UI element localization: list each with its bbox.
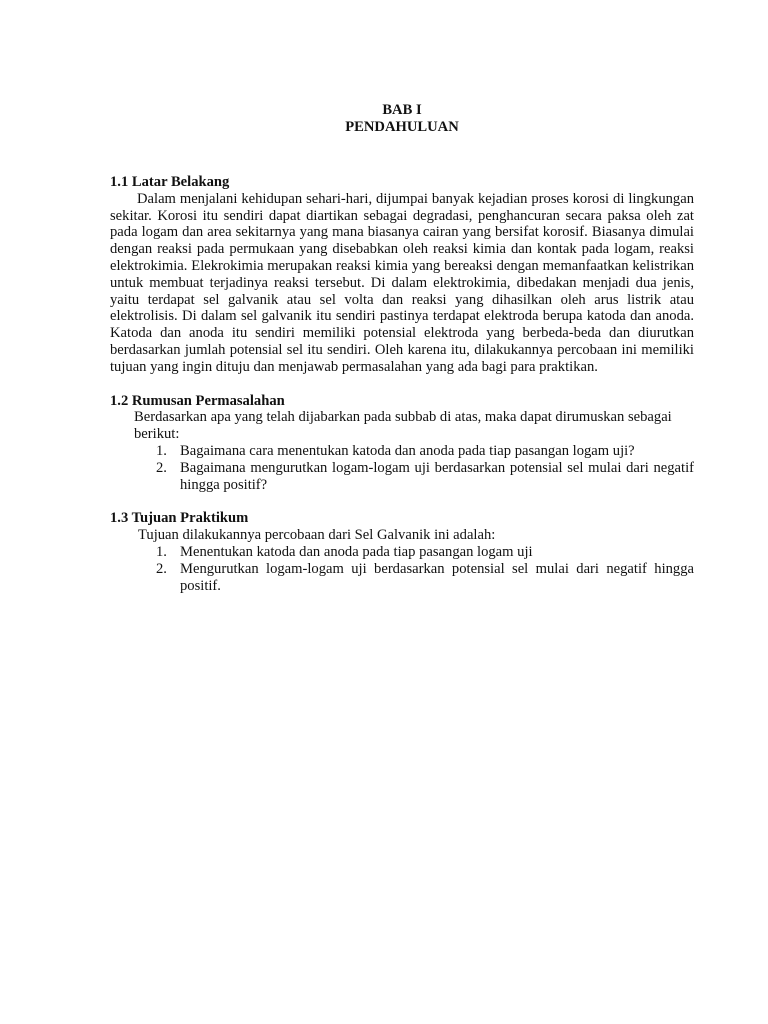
section-rumusan-permasalahan (110, 393, 694, 494)
section-heading: 1.1 Latar Belakang (110, 174, 230, 190)
chapter-label: BAB I (382, 102, 422, 118)
list-item-text: Mengurutkan logam-logam uji berdasarkan potensial sel mulai dari negatif hingga positif. (180, 560, 694, 594)
spacer (110, 493, 694, 510)
section-heading: 1.2 Rumusan Permasalahan (110, 392, 285, 409)
document-page (110, 102, 694, 594)
list-item (110, 561, 694, 595)
spacer (110, 136, 694, 174)
numbered-list (110, 443, 694, 493)
list-number: 1. (156, 543, 167, 560)
section-heading: 1.3 Tujuan Praktikum (110, 510, 249, 527)
numbered-list (110, 544, 694, 594)
list-item (110, 460, 694, 494)
list-item-text: Menentukan katoda dan anoda pada tiap pasangan logam uji (180, 543, 533, 560)
list-item-text: Bagaimana cara menentukan katoda dan anoda pada tiap pasangan logam uji? (180, 442, 635, 459)
list-number: 1. (156, 442, 167, 459)
list-item (110, 544, 694, 561)
chapter-title: PENDAHULUAN (345, 119, 459, 135)
section-tujuan-praktikum (110, 510, 694, 594)
list-number: 2. (156, 560, 167, 577)
list-item-text: Bagaimana mengurutkan logam-logam uji berdasarkan potensial sel mulai dari negatif hingga positif? (180, 459, 694, 493)
section-intro: Berdasarkan apa yang telah dijabarkan pada subbab di atas, maka dapat dirumuskan sebagai berikut: (134, 409, 672, 443)
section-latar-belakang (110, 174, 694, 376)
list-item (110, 443, 694, 460)
section-intro: Tujuan dilakukannya percobaan dari Sel Galvanik ini adalah: (138, 527, 496, 544)
spacer (110, 376, 694, 393)
list-number: 2. (156, 459, 167, 476)
body-paragraph: Dalam menjalani kehidupan sehari-hari, dijumpai banyak kejadian proses korosi di lingkungan sekitar. Korosi itu sendiri dapat diartikan sebagai degradasi, penghancuran secara paksa oleh zat pada logam dan area sekitarnya yang mana biasanya cairan yang bersifat korosif. Biasanya dimulai dengan reaksi pada permukaan yang disebabkan oleh reaksi kimia dan kontak pada logam, reaksi elektrokimia. Elekrokimia merupakan reaksi kimia yang bereaksi dengan memanfaatkan kelistrikan untuk membuat terjadinya reaksi tersebut. Di dalam elektrokimia, dibedakan menjadi dua jenis, yaitu terdapat sel galvanik atau sel volta dan reaksi yang dihasilkan oleh arus listrik atau elektrolisis. Di dalam sel galvanik itu sendiri pastinya terdapat elektroda berupa katoda dan anoda. Katoda dan anoda itu sendiri memiliki potensial elektroda yang berbeda-beda dan diurutkan berdasarkan jumlah potensial sel itu sendiri. Oleh karena itu, dilakukannya percobaan ini memiliki tujuan yang ingin dituju dan menjawab permasalahan yang ada bagi para praktikan. (110, 190, 694, 375)
